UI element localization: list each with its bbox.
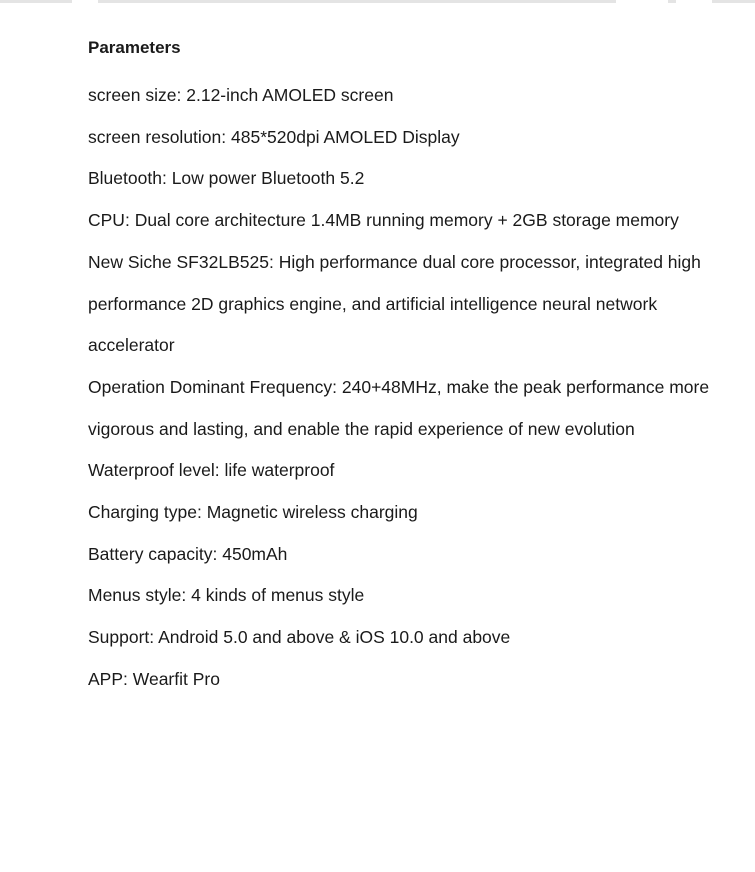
param-label: Operation Dominant Frequency xyxy=(88,376,333,397)
param-charging: Charging type: Magnetic wireless charging xyxy=(88,502,418,523)
param-support: Support: Android 5.0 and above & iOS 10.0 and above xyxy=(88,627,511,648)
param-label: New Siche SF32LB525 xyxy=(88,251,269,272)
parameters-document xyxy=(88,34,728,701)
param-value: High performance dual core processor, integrated high performance 2D graphics engine, and artificial intelligence neural network accelerator xyxy=(88,251,701,356)
param-label: Waterproof level xyxy=(88,460,215,481)
param-value: life waterproof xyxy=(224,460,335,481)
param-value: Low power Bluetooth 5.2 xyxy=(171,168,365,189)
param-screen-size: screen size: 2.12-inch AMOLED screen xyxy=(88,85,394,105)
param-label: Battery capacity xyxy=(88,543,213,564)
param-value: 4 kinds of menus style xyxy=(191,585,365,606)
parameters-list xyxy=(88,75,728,701)
param-label: APP xyxy=(88,668,124,689)
top-edge-strip xyxy=(98,0,616,3)
param-app: APP: Wearfit Pro xyxy=(88,668,220,689)
param-value: 2.12-inch AMOLED screen xyxy=(186,85,394,105)
param-label: screen resolution xyxy=(88,126,222,147)
param-value: Magnetic wireless charging xyxy=(206,502,418,523)
top-edge-strip xyxy=(668,0,676,3)
param-value: 485*520dpi AMOLED Display xyxy=(231,126,460,147)
param-bluetooth: Bluetooth: Low power Bluetooth 5.2 xyxy=(88,168,365,189)
param-cpu: CPU: Dual core architecture 1.4MB running memory + 2GB storage memory xyxy=(88,210,679,231)
document-title: Parameters xyxy=(88,38,181,57)
param-menus-style: Menus style: 4 kinds of menus style xyxy=(88,585,365,606)
param-frequency: Operation Dominant Frequency: 240+48MHz, make the peak performance more vigorous and lasting, and enable the rapid experience of new evolution xyxy=(88,376,710,439)
param-processor: New Siche SF32LB525: High performance dual core processor, integrated high performance 2D graphics engine, and artificial intelligence neural network accelerator xyxy=(88,251,701,356)
param-label: screen size xyxy=(88,85,177,105)
param-value: Dual core architecture 1.4MB running memory + 2GB storage memory xyxy=(134,210,679,231)
param-value: Android 5.0 and above & iOS 10.0 and above xyxy=(158,627,511,648)
param-value: 450mAh xyxy=(222,543,288,564)
param-waterproof: Waterproof level: life waterproof xyxy=(88,460,335,481)
param-screen-resolution: screen resolution: 485*520dpi AMOLED Display xyxy=(88,126,460,147)
param-label: Bluetooth xyxy=(88,168,162,189)
param-label: Charging type xyxy=(88,502,197,523)
param-value: 240+48MHz, make the peak performance more vigorous and lasting, and enable the rapid experience of new evolution xyxy=(88,376,710,439)
top-edge-strip xyxy=(0,0,72,3)
param-label: CPU xyxy=(88,210,125,231)
param-label: Menus style xyxy=(88,585,182,606)
param-label: Support xyxy=(88,627,150,648)
top-edge-strip xyxy=(712,0,755,3)
param-battery: Battery capacity: 450mAh xyxy=(88,543,288,564)
param-value: Wearfit Pro xyxy=(132,668,220,689)
